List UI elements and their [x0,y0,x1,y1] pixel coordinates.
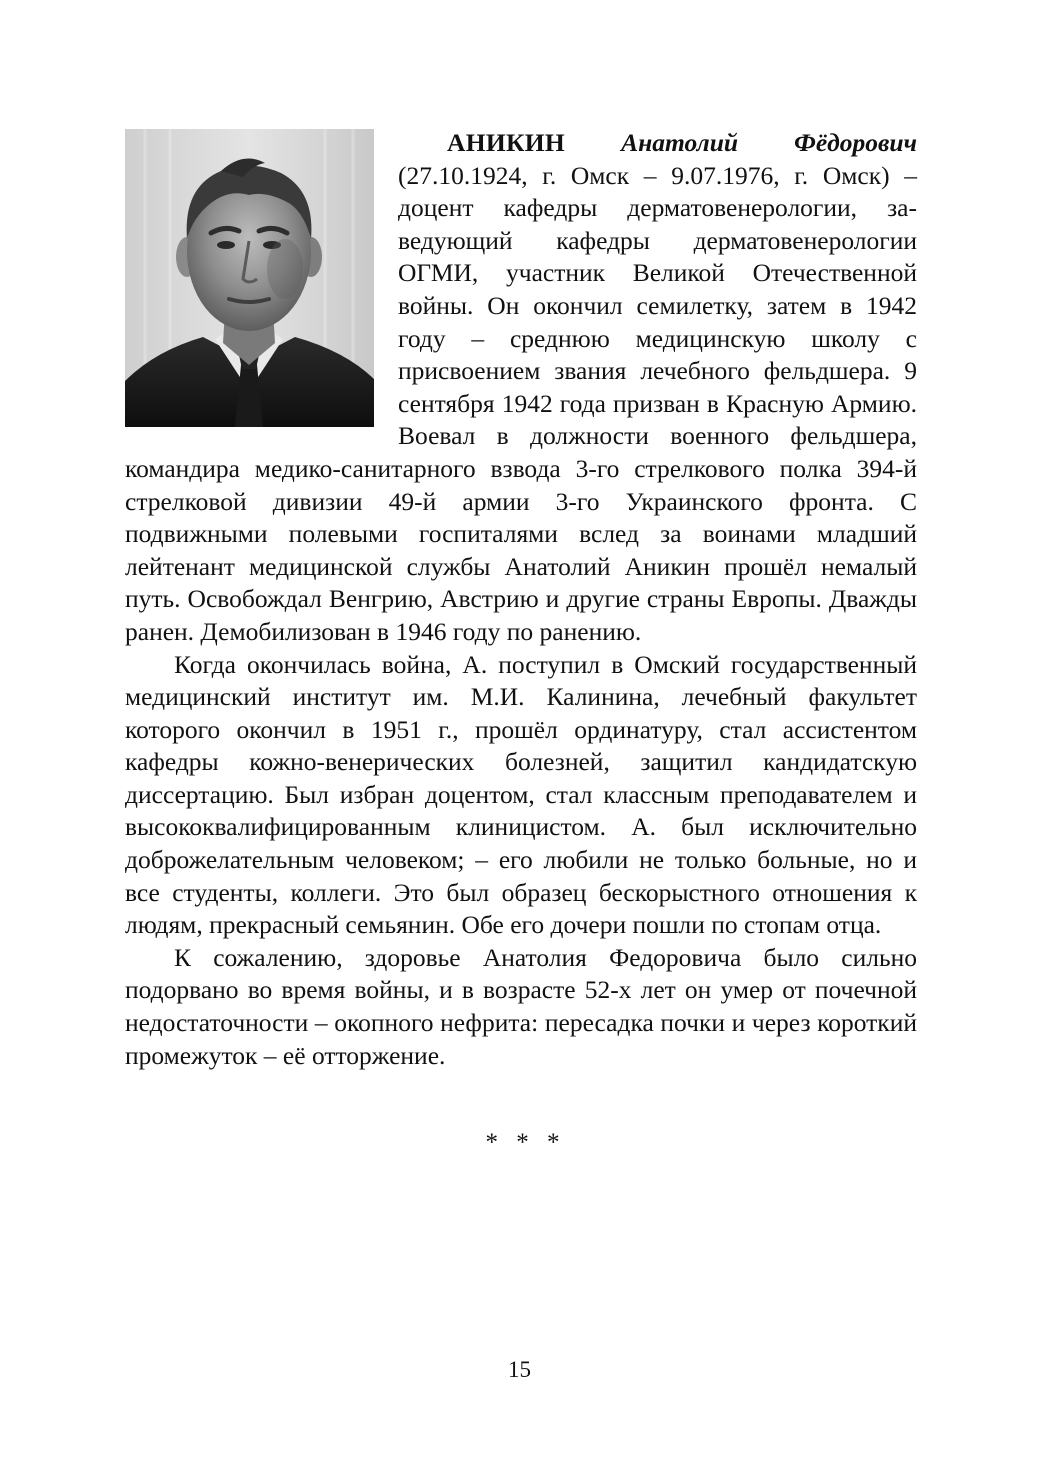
article-given-name: Анатолий Фёдорович [621,128,917,157]
page-number: 15 [508,1357,531,1382]
article-surname: АНИКИН [447,128,566,157]
portrait-photo [125,129,374,427]
article-intro-text: (27.10.1924, г. Омск – 9.07.1976, г. Омск) – доцент кафедры дерматовенерологии, заведующий кафедры дерматовенерологии ОГМИ, участник Великой Отечественной войны. Он окончил семилетку, затем в 1942 году – среднюю медицинскую школу с присвоением звания лечебного фельдшера. 9 сентября 1942 года призван в Красную Армию. Воевал в должности военного фельдшера, командира медико-санитарного взвода 3-го стрелкового полка 394-й стрелковой дивизии 49-й армии 3-го Украинского фронта. С подвижными полевыми госпиталями вслед за воинами младший лейтенант медицинской службы Анатолий Аникин прошёл немалый путь. Освобождал Венгрию, Австрию и другие страны Европы. Дважды ранен. Демобилизован в 1946 году по ранению. [125,160,917,646]
article-paragraph-2: Когда окончилась война, А. поступил в Омский государственный медицинский институт им. М.И. Калинина, лечебный факультет которого окончил в 1951 г., прошёл ординатуру, стал ассистентом кафедры кожно-венерических болезней, защитил кандидатскую диссертацию. Был избран доцентом, стал классным преподавателем и высококвалифицированным клиницистом. А. был исключительно доброжелательным человеком; – его любили не только больные, но и все студенты, коллеги. Это был образец бескорыстного отношения к людям, прекрасный семьянин. Обе его дочери пошли по стопам отца. [125,649,917,940]
article-paragraph-3: К сожалению, здоровье Анатолия Федоровича было сильно подорвано во время войны, и в возрасте 52-х лет он умер от почечной недостаточности – окопного нефрита: пересадка почки и через короткий промежуток – её отторжение. [125,942,917,1070]
portrait-image [125,129,374,427]
section-separator: * * * [485,1129,566,1156]
article-body [125,127,917,1072]
